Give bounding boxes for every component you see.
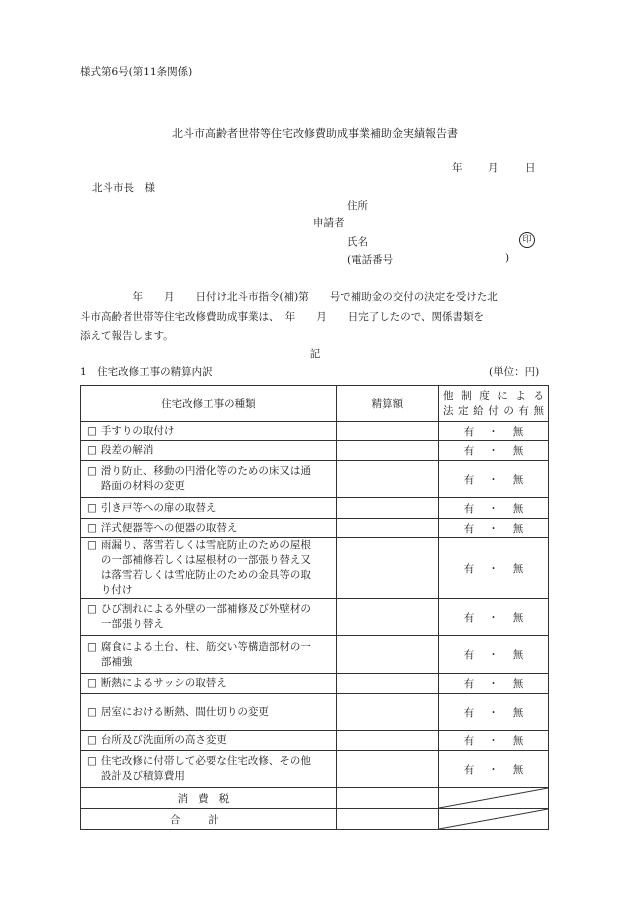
table-row bbox=[81, 461, 549, 498]
body-line: 斗市高齢者世帯等住宅改修費助成事業は、 年 月 日完了したので、関係書類を bbox=[80, 310, 485, 323]
choice-separator: ・ bbox=[488, 425, 499, 438]
unit-label: (単位：円) bbox=[489, 366, 540, 378]
choice-no[interactable]: 無 bbox=[512, 522, 524, 535]
benefit-choice-cell bbox=[439, 461, 549, 498]
work-type-line: の一部補修若しくは屋根材の一部張り替え又 bbox=[100, 554, 311, 566]
amount-cell[interactable] bbox=[336, 538, 438, 599]
breakdown-table bbox=[80, 385, 549, 830]
work-type-line: ひび割れによる外壁の一部補修及び外壁材の bbox=[100, 603, 311, 615]
checkbox[interactable]: □ bbox=[87, 603, 97, 615]
choice-separator: ・ bbox=[488, 611, 499, 624]
choice-separator: ・ bbox=[488, 678, 499, 690]
checkbox[interactable]: □ bbox=[87, 705, 97, 718]
choice-separator: ・ bbox=[488, 735, 499, 747]
benefit-choice-cell bbox=[439, 694, 549, 731]
benefit-choice-cell bbox=[439, 538, 549, 599]
work-type-label bbox=[101, 521, 238, 536]
choice-yes[interactable]: 有 bbox=[463, 473, 475, 486]
work-type-label bbox=[101, 538, 311, 598]
work-type-line: 台所及び洗面所の高さ変更 bbox=[100, 734, 227, 746]
header-other-benefits bbox=[439, 386, 549, 422]
benefit-choice-cell bbox=[439, 498, 549, 519]
table-row bbox=[81, 519, 549, 538]
work-type-label bbox=[101, 501, 217, 516]
work-type-cell bbox=[81, 636, 337, 674]
form-number: 様式第6号(第11条関係) bbox=[80, 66, 193, 78]
checkbox[interactable]: □ bbox=[87, 444, 97, 456]
table-row bbox=[81, 599, 549, 636]
checkbox[interactable]: □ bbox=[87, 539, 97, 551]
total-diagonal-cell bbox=[439, 809, 549, 830]
work-type-line: 滑り防止、移動の円滑化等のための床又は通 bbox=[100, 465, 311, 477]
table-row bbox=[81, 498, 549, 519]
work-type-cell bbox=[81, 441, 337, 461]
table-row bbox=[81, 422, 549, 441]
work-type-label bbox=[101, 602, 311, 632]
page-title: 北斗市高齢者世帯等住宅改修費助成事業補助金実績報告書 bbox=[172, 127, 458, 140]
amount-cell[interactable] bbox=[336, 751, 438, 788]
checkbox[interactable]: □ bbox=[87, 424, 97, 437]
choice-no[interactable]: 無 bbox=[512, 473, 524, 486]
choice-no[interactable]: 無 bbox=[512, 425, 524, 438]
tax-row bbox=[81, 788, 549, 809]
choice-yes[interactable]: 有 bbox=[463, 562, 475, 575]
choice-yes[interactable]: 有 bbox=[463, 763, 475, 776]
amount-cell[interactable] bbox=[336, 731, 438, 751]
work-type-line: 雨漏り、落雪若しくは雪庇防止のための屋根 bbox=[100, 539, 311, 551]
work-type-line: は落雪若しくは雪庇防止のための金具等の取 bbox=[100, 569, 311, 581]
benefit-choice-cell bbox=[439, 519, 549, 538]
work-type-line: 部補強 bbox=[100, 655, 133, 668]
header-amount: 精算額 bbox=[336, 386, 438, 422]
body-line: 添えて報告します。 bbox=[80, 330, 174, 342]
work-type-cell bbox=[81, 519, 337, 538]
checkbox[interactable]: □ bbox=[87, 755, 97, 767]
choice-yes[interactable]: 有 bbox=[463, 706, 475, 719]
addressee: 北斗市長 様 bbox=[92, 182, 155, 194]
work-type-line: 腐食による土台、柱、筋交い等構造部材の一 bbox=[100, 640, 311, 653]
tax-label: 消費税 bbox=[81, 788, 337, 809]
table-row bbox=[81, 636, 549, 674]
choice-separator: ・ bbox=[488, 706, 499, 719]
work-type-cell bbox=[81, 422, 337, 441]
work-type-label bbox=[101, 464, 311, 494]
table-row bbox=[81, 694, 549, 731]
work-type-cell bbox=[81, 599, 337, 636]
header-type: 住宅改修工事の種類 bbox=[81, 386, 337, 422]
work-type-line: 引き戸等への扉の取替え bbox=[100, 501, 217, 514]
work-type-line: 住宅改修に付帯して必要な住宅改修、その他 bbox=[100, 755, 311, 767]
choice-no[interactable]: 無 bbox=[512, 706, 524, 719]
choice-yes[interactable]: 有 bbox=[463, 502, 475, 515]
checkbox[interactable]: □ bbox=[87, 521, 97, 534]
work-type-label bbox=[101, 640, 311, 670]
choice-yes[interactable]: 有 bbox=[463, 445, 475, 457]
work-type-cell bbox=[81, 674, 337, 694]
choice-yes[interactable]: 有 bbox=[463, 425, 475, 438]
work-type-line: 断熱によるサッシの取替え bbox=[100, 677, 227, 689]
amount-cell[interactable] bbox=[336, 674, 438, 694]
checkbox[interactable]: □ bbox=[87, 734, 97, 746]
checkbox[interactable]: □ bbox=[87, 677, 97, 689]
body-line: 年 月 日付け北斗市指令(補)第 号で補助金の交付の決定を受けた北 bbox=[80, 291, 498, 303]
choice-separator: ・ bbox=[488, 445, 499, 457]
table-header-row bbox=[81, 386, 549, 422]
choice-no[interactable]: 無 bbox=[512, 502, 524, 515]
amount-cell[interactable] bbox=[336, 498, 438, 519]
work-type-cell bbox=[81, 731, 337, 751]
header-other-line2: 法定給付の有無 bbox=[443, 404, 544, 417]
choice-yes[interactable]: 有 bbox=[463, 611, 475, 624]
work-type-line: 手すりの取付け bbox=[100, 424, 175, 437]
name-label: 氏名 bbox=[347, 236, 368, 248]
phone-label: (電話番号 bbox=[347, 254, 394, 266]
total-label: 合計 bbox=[81, 809, 337, 830]
work-type-line: 設計及び積算費用 bbox=[100, 770, 185, 782]
address-label: 住所 bbox=[347, 200, 368, 212]
total-row bbox=[81, 809, 549, 830]
work-type-label bbox=[101, 733, 227, 748]
benefit-choice-cell bbox=[439, 441, 549, 461]
work-type-cell bbox=[81, 694, 337, 731]
checkbox[interactable]: □ bbox=[87, 501, 97, 514]
benefit-choice-cell bbox=[439, 731, 549, 751]
report-body bbox=[80, 288, 548, 347]
benefit-choice-cell bbox=[439, 636, 549, 674]
choice-no[interactable]: 無 bbox=[512, 763, 524, 776]
work-type-line: 居室における断熱、間仕切りの変更 bbox=[100, 705, 269, 718]
choice-separator: ・ bbox=[488, 473, 499, 486]
work-type-line: 段差の解消 bbox=[100, 444, 154, 456]
benefit-choice-cell bbox=[439, 751, 549, 788]
choice-separator: ・ bbox=[488, 763, 499, 776]
table-row bbox=[81, 751, 549, 788]
choice-separator: ・ bbox=[488, 649, 499, 661]
benefit-choice-cell bbox=[439, 599, 549, 636]
amount-cell[interactable] bbox=[336, 422, 438, 441]
checkbox[interactable]: □ bbox=[87, 465, 97, 477]
date-month: 月 bbox=[488, 162, 499, 174]
applicant-label: 申請者 bbox=[313, 217, 345, 229]
tax-diagonal-cell bbox=[439, 788, 549, 809]
work-type-cell bbox=[81, 461, 337, 498]
choice-yes[interactable]: 有 bbox=[463, 678, 475, 690]
section-title: 1 住宅改修工事の精算内訳 bbox=[80, 366, 213, 378]
work-type-cell bbox=[81, 498, 337, 519]
amount-cell[interactable] bbox=[336, 519, 438, 538]
table-row bbox=[81, 538, 549, 599]
amount-cell[interactable] bbox=[336, 461, 438, 498]
amount-cell[interactable] bbox=[336, 441, 438, 461]
work-type-line: 洋式便器等への便器の取替え bbox=[100, 521, 238, 534]
table-row bbox=[81, 731, 549, 751]
work-type-label bbox=[101, 676, 227, 691]
choice-no[interactable]: 無 bbox=[512, 735, 524, 747]
choice-yes[interactable]: 有 bbox=[463, 649, 475, 661]
phone-close: ) bbox=[505, 252, 510, 264]
choice-no[interactable]: 無 bbox=[512, 678, 524, 690]
choice-no[interactable]: 無 bbox=[512, 562, 524, 575]
checkbox[interactable]: □ bbox=[87, 640, 97, 653]
tax-amount[interactable] bbox=[336, 788, 438, 809]
work-type-line: 一部張り替え bbox=[100, 618, 164, 630]
benefit-choice-cell bbox=[439, 674, 549, 694]
amount-cell[interactable] bbox=[336, 599, 438, 636]
work-type-line: 路面の材料の変更 bbox=[100, 480, 185, 492]
date-day: 日 bbox=[525, 162, 536, 174]
work-type-cell bbox=[81, 751, 337, 788]
work-type-cell bbox=[81, 538, 337, 599]
choice-no[interactable]: 無 bbox=[512, 445, 524, 457]
ki-heading: 記 bbox=[309, 348, 321, 360]
work-type-label bbox=[101, 705, 269, 720]
table-row bbox=[81, 674, 549, 694]
choice-separator: ・ bbox=[488, 502, 499, 515]
choice-no[interactable]: 無 bbox=[512, 649, 524, 661]
table-row bbox=[81, 441, 549, 461]
total-amount[interactable] bbox=[336, 809, 438, 830]
work-type-label bbox=[101, 754, 311, 784]
choice-yes[interactable]: 有 bbox=[463, 522, 475, 535]
benefit-choice-cell bbox=[439, 422, 549, 441]
header-other-line1: 他制度による bbox=[443, 389, 544, 402]
date-year: 年 bbox=[452, 162, 463, 174]
amount-cell[interactable] bbox=[336, 694, 438, 731]
choice-separator: ・ bbox=[488, 562, 499, 575]
choice-yes[interactable]: 有 bbox=[463, 735, 475, 747]
choice-no[interactable]: 無 bbox=[512, 611, 524, 624]
work-type-label bbox=[101, 443, 154, 458]
work-type-line: り付け bbox=[100, 584, 133, 596]
choice-separator: ・ bbox=[488, 522, 499, 535]
work-type-label bbox=[101, 424, 175, 439]
seal-mark: 印 bbox=[519, 232, 535, 248]
amount-cell[interactable] bbox=[336, 636, 438, 674]
